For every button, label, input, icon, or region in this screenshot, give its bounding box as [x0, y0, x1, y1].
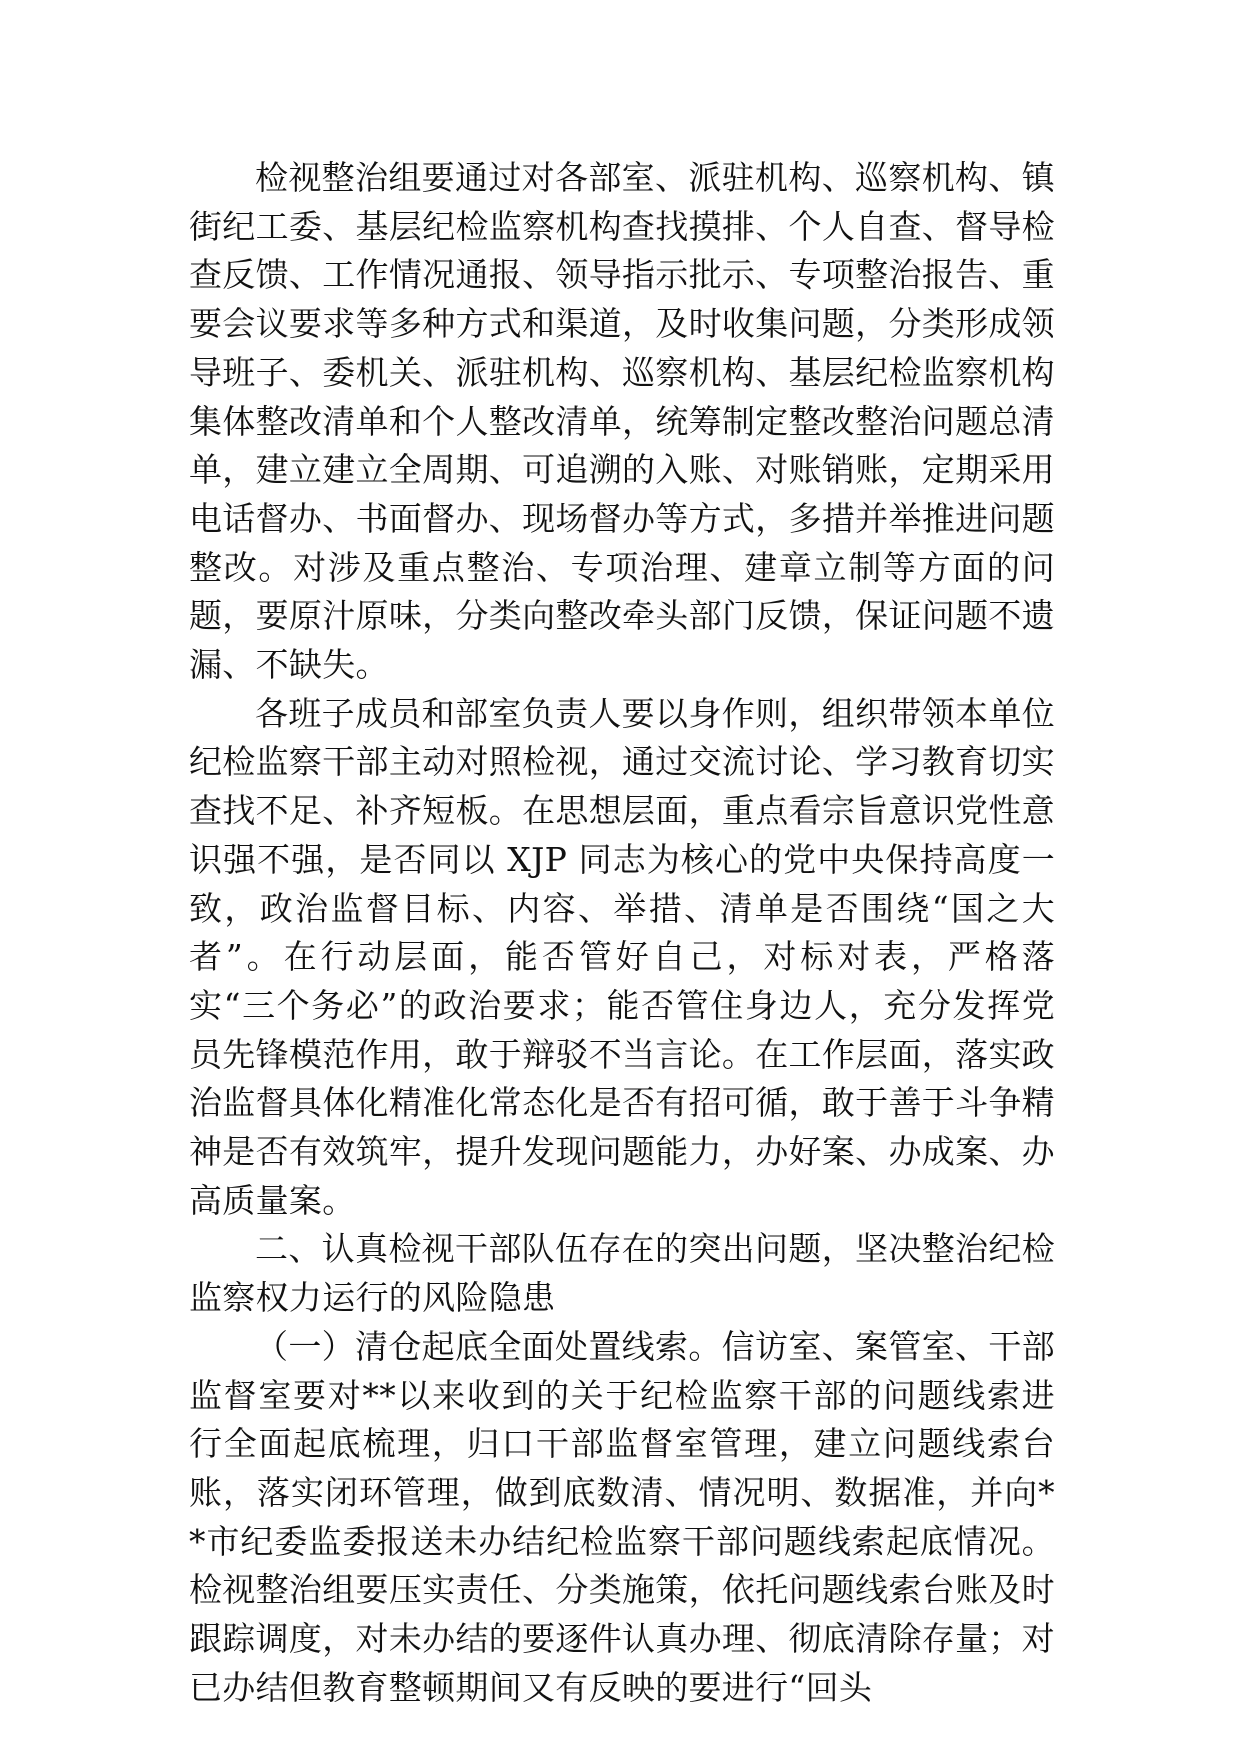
document-body	[189, 154, 1055, 1713]
subsection-paragraph: （一）清仓起底全面处置线索。信访室、案管室、干部监督室要对**以来收到的关于纪检监察干部的问题线索进行全面起底梳理，归口干部监督室管理，建立问题线索台账，落实闭环管理，做到底数清、情况明、数据准，并向**市纪委监委报送未办结纪检监察干部问题线索起底情况。检视整治组要压实责任、分类施策，依托问题线索台账及时跟踪调度，对未办结的要逐件认真办理、彻底清除存量；对已办结但教育整顿期间又有反映的要进行“回头	[189, 1326, 1055, 1707]
body-paragraph-1: 检视整治组要通过对各部室、派驻机构、巡察机构、镇街纪工委、基层纪检监察机构查找摸排、个人自查、督导检查反馈、工作情况通报、领导指示批示、专项整治报告、重要会议要求等多种方式和渠道，及时收集问题，分类形成领导班子、委机关、派驻机构、巡察机构、基层纪检监察机构集体整改清单和个人整改清单，统筹制定整改整治问题总清单，建立建立全周期、可追溯的入账、对账销账，定期采用电话督办、书面督办、现场督办等方式，多措并举推进问题整改。对涉及重点整治、专项治理、建章立制等方面的问题，要原汁原味，分类向整改牵头部门反馈，保证问题不遗漏、不缺失。	[189, 158, 1055, 685]
body-paragraph-2: 各班子成员和部室负责人要以身作则，组织带领本单位纪检监察干部主动对照检视，通过交流讨论、学习教育切实查找不足、补齐短板。在思想层面，重点看宗旨意识党性意识强不强，是否同以 XJP 同志为核心的党中央保持高度一致，政治监督目标、内容、举措、清单是否围绕“国之大者”。在行动层面，能否管好自己，对标对表，严格落实“三个务必”的政治要求；能否管住身边人，充分发挥党员先锋模范作用，敢于辩驳不当言论。在工作层面，落实政治监督具体化精准化常态化是否有招可循，敢于善于斗争精神是否有效筑牢，提升发现问题能力，办好案、办成案、办高质量案。	[189, 693, 1055, 1220]
section-heading: 二、认真检视干部队伍存在的突出问题，坚决整治纪检监察权力运行的风险隐患	[189, 1229, 1055, 1318]
